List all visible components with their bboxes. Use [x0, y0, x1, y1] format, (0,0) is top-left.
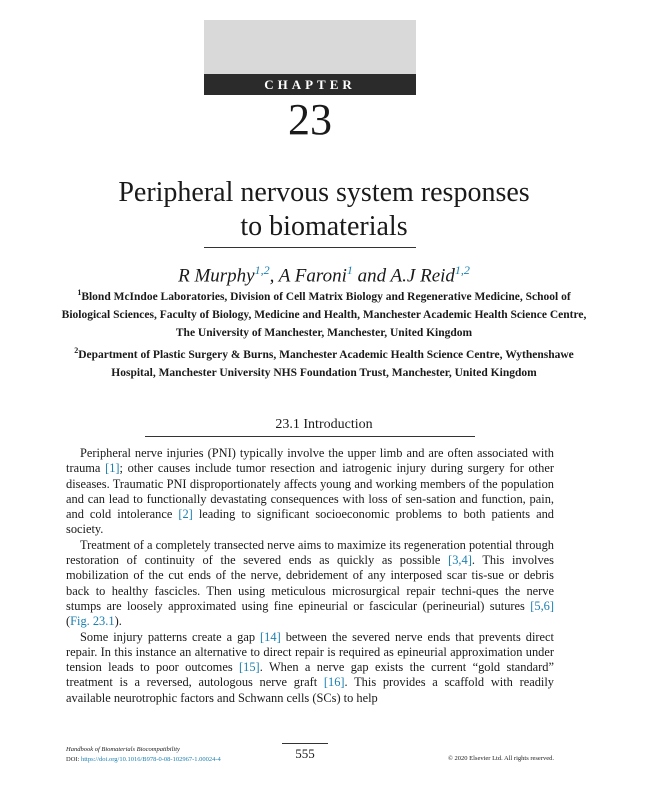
section-divider: [145, 436, 475, 437]
paragraph: [66, 538, 554, 630]
title-line-1: Peripheral nervous system responses: [118, 177, 530, 208]
copyright: © 2020 Elsevier Ltd. All rights reserved.: [447, 755, 554, 762]
affiliation-2: [60, 342, 588, 382]
doi-label: DOI:: [66, 756, 81, 763]
section-heading: 23.1 Introduction: [275, 417, 373, 432]
text-run: . When a nerve gap exists the current “gold standard” treatment is a reversed, autologous nerve graft: [66, 660, 554, 690]
affiliation-2-text: Department of Plastic Surgery & Burns, Manchester Academic Health Science Centre, Wythenshawe Hospital, Manchester University NHS Foundation Trust, Manchester, United Kingdom: [78, 349, 574, 380]
book-title: Handbook of Biomaterials Biocompatibility: [66, 746, 180, 753]
affiliations: [60, 284, 588, 383]
citation-link[interactable]: [1]: [105, 461, 120, 476]
affiliation-1-number: 1: [77, 288, 82, 297]
citation-link[interactable]: [5,6]: [530, 598, 554, 613]
chapter-label: CHAPTER: [264, 76, 356, 92]
text-run: ).: [114, 614, 122, 629]
text-run: leading to significant socioeconomic problems to both patients and society.: [66, 507, 554, 537]
affiliation-1: [60, 284, 588, 342]
author-affiliation-mark[interactable]: 1: [346, 263, 353, 277]
text-run: Peripheral nerve injuries (PNI) typically involve the upper limb and are often associated with trauma: [66, 446, 554, 476]
text-run: . This involves mobilization of the cut ends of the nerve, debridement of any interposed scar tis-sue or debris back to healthy fascicles. Then using meticulous microsurgical repair techni-ques the nerve stumps are loosely approximated using fine epineurial or fascicular (perineurial) sutures: [66, 553, 555, 613]
title-line-2: to biomaterials: [240, 211, 408, 242]
text-run: between the severed nerve ends that prevents direct repair. In this instance an alternative to direct repair is required as epineurial approximation under tension leads to poor outcomes: [66, 629, 554, 675]
citation-link[interactable]: [3,4]: [448, 553, 472, 568]
doi-line: [66, 755, 221, 765]
citation-link[interactable]: [16]: [323, 675, 345, 690]
affiliation-1-text: Blond McIndoe Laboratories, Division of Cell Matrix Biology and Regenerative Medicine, School of Biological Sciences, Faculty of Biology, Medicine and Health, Manchester Academic Health Science Centre, The University of Manchester, Manchester, United Kingdom: [61, 290, 587, 340]
chapter-banner: [204, 20, 416, 95]
text-run: Some injury patterns create a gap: [80, 629, 261, 644]
page-number: 555: [295, 746, 315, 761]
citation-link[interactable]: [2]: [178, 507, 193, 522]
author-separator: ,: [269, 265, 279, 287]
text-run: (: [66, 614, 71, 629]
text-run: ; other causes include tumor resection and iatrogenic injury during surgery for other diseases. Traumatic PNI disproportionately affects young and working members of the population and can lead to functionally devastating consequences with loss of sen-sation and function, pain, and cold intolerance: [66, 461, 555, 522]
page-number-rule: [282, 743, 328, 744]
chapter-label-bar: [204, 74, 416, 95]
chapter-title: [40, 176, 608, 244]
figure-link[interactable]: Fig. 23.1: [70, 614, 115, 629]
author-name: A Faroni: [278, 265, 347, 287]
paragraph: [66, 630, 554, 706]
text-run: Treatment of a completely transected nerve aims to maximize its regeneration potential through restoration of continuity of the severed ends as quickly as possible: [66, 537, 554, 568]
author-name: A.J Reid: [390, 265, 455, 287]
author-name: R Murphy: [178, 265, 255, 287]
title-divider: [204, 247, 416, 248]
author-affiliation-mark[interactable]: 1,2: [254, 263, 270, 277]
text-run: . This provides a scaffold with readily available neurotrophic factors and Schwann cells (SCs) to help: [66, 675, 554, 705]
author-affiliation-mark[interactable]: 1,2: [454, 263, 470, 277]
body-text: [66, 446, 554, 706]
chapter-number: 23: [288, 95, 332, 144]
footer-citation: [66, 745, 221, 765]
doi-link[interactable]: https://doi.org/10.1016/B978-0-08-102967-1.00024-4: [80, 756, 221, 763]
affiliation-2-number: 2: [74, 346, 79, 356]
citation-link[interactable]: [15]: [239, 660, 260, 675]
citation-link[interactable]: [14]: [260, 629, 281, 644]
paragraph: [66, 446, 554, 538]
author-separator: and: [352, 265, 391, 287]
